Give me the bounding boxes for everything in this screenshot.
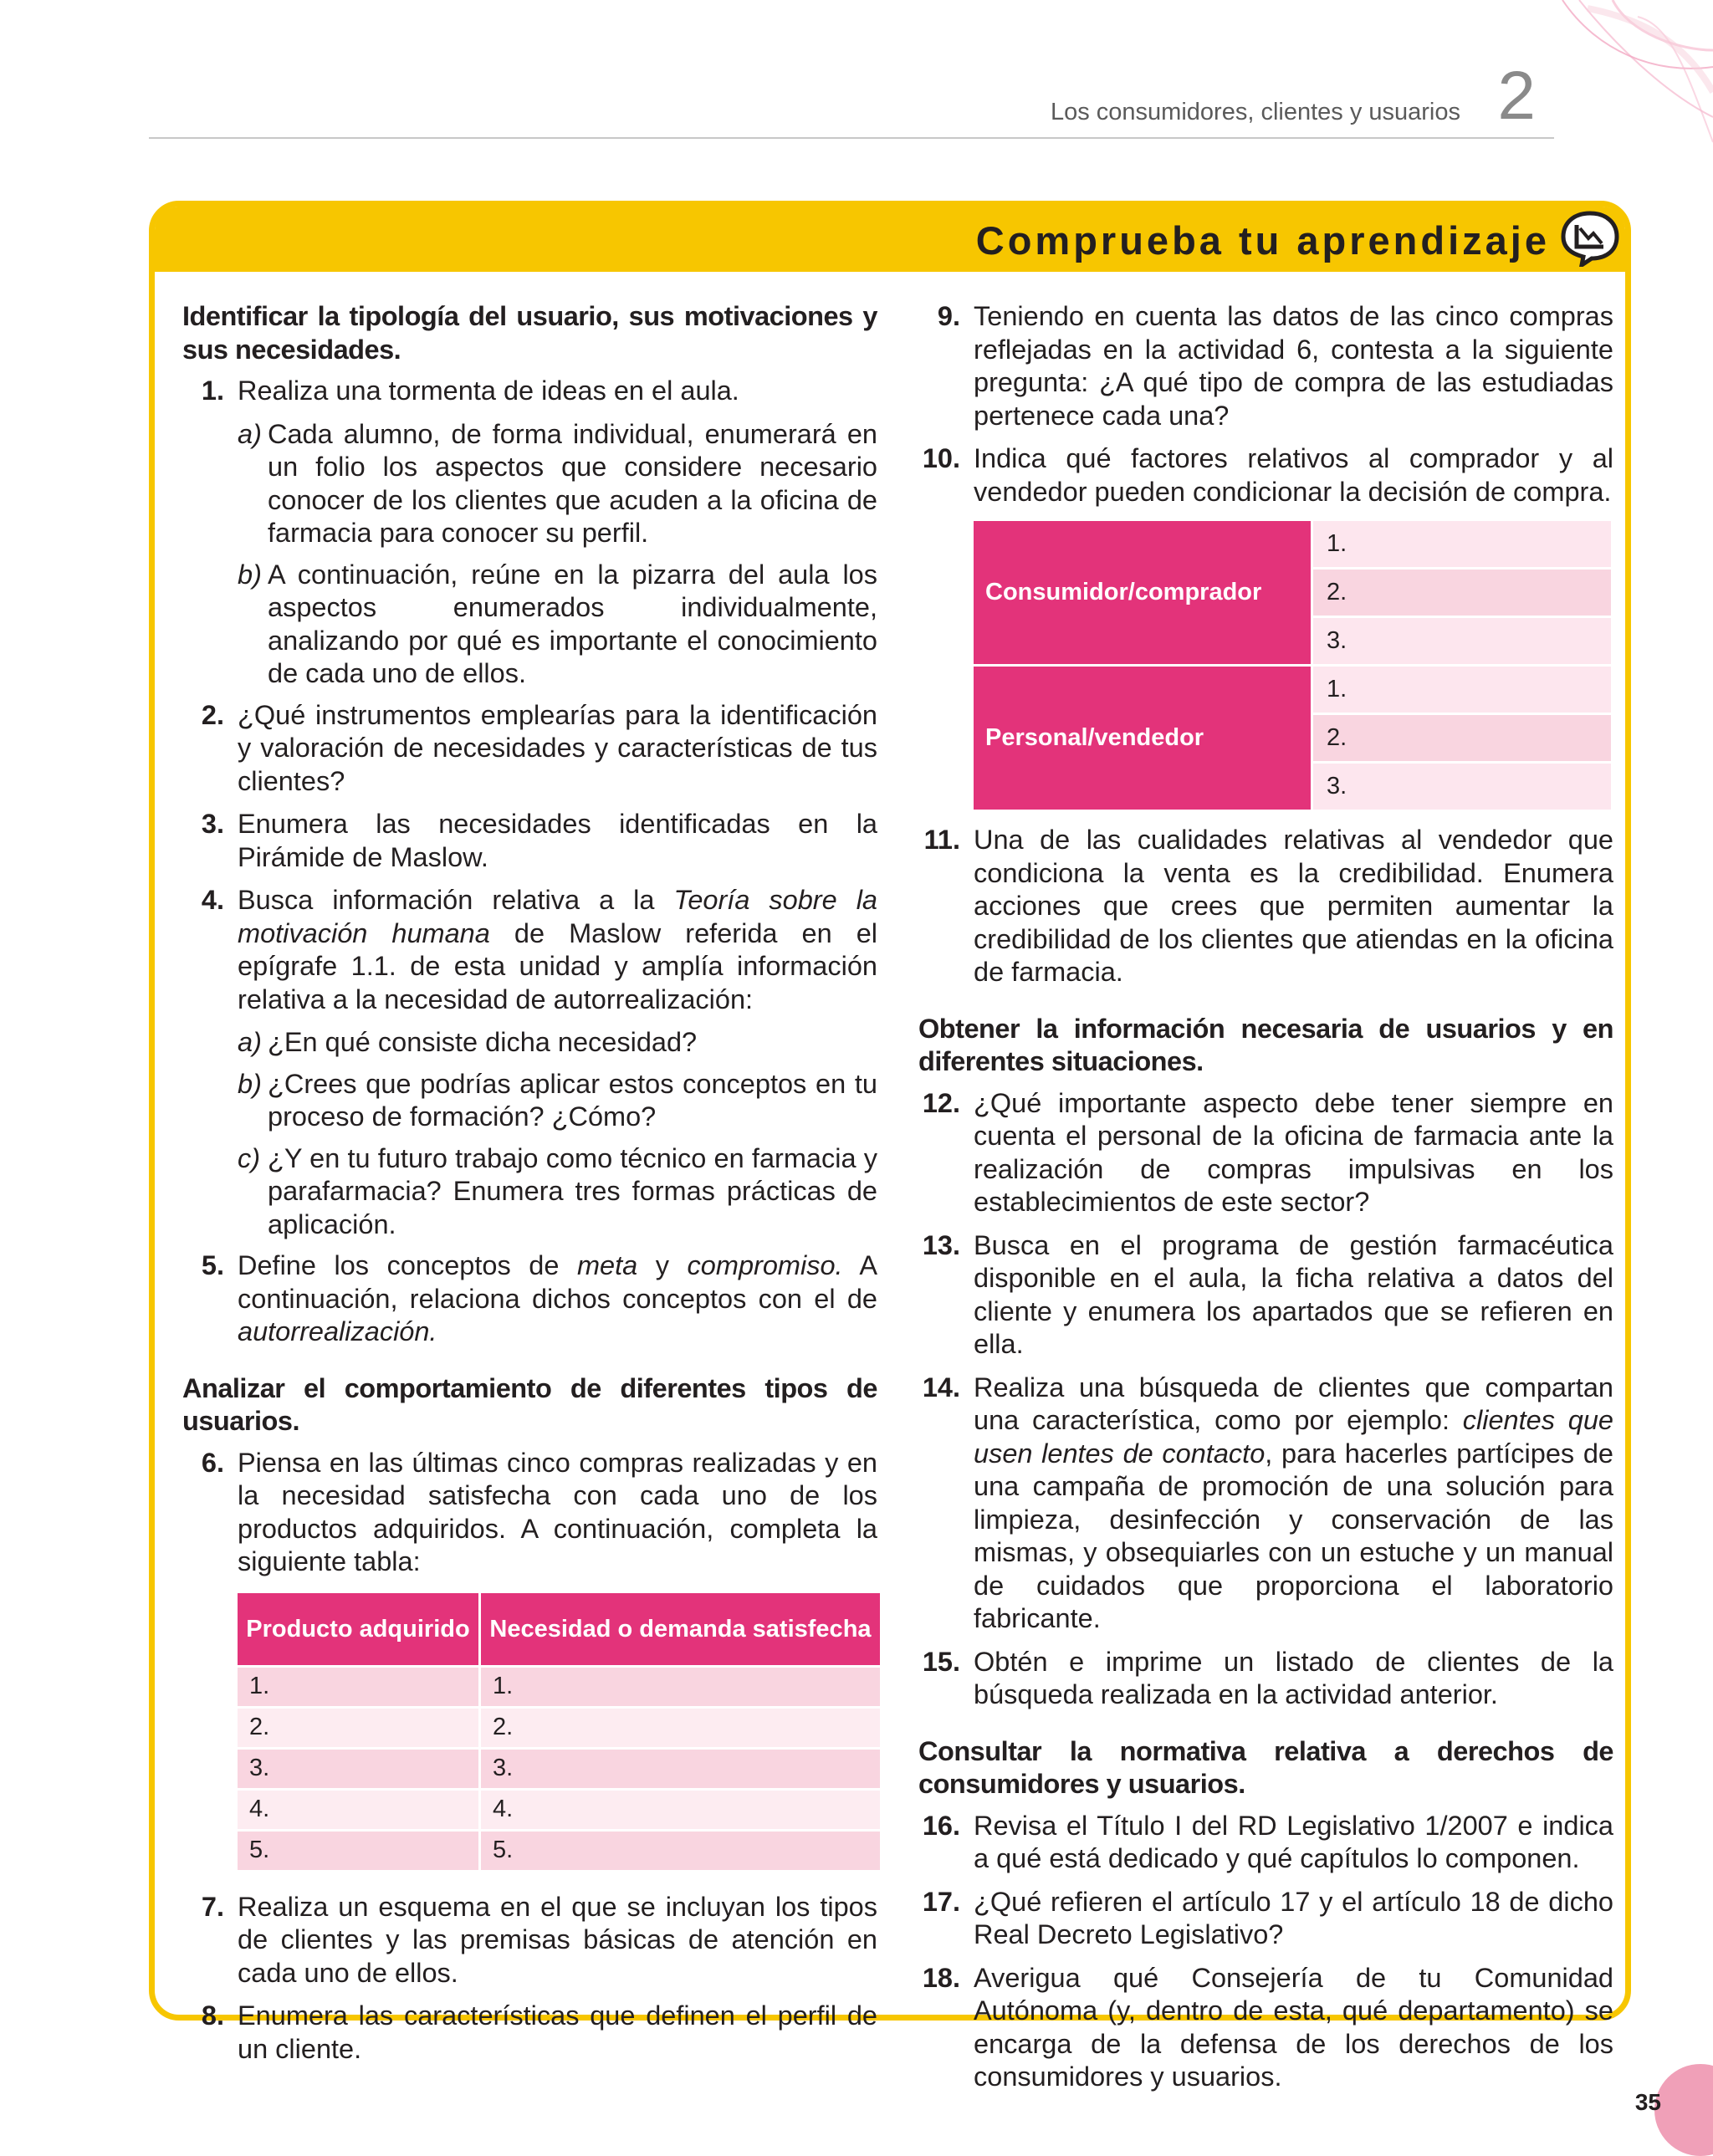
activity-text: Define los conceptos de bbox=[238, 1250, 577, 1280]
table-cell: 5. bbox=[481, 1832, 880, 1870]
sub-letter: c) bbox=[238, 1142, 261, 1173]
box-header bbox=[155, 207, 1625, 272]
section-title: Identificar la tipología del usuario, sus motivaciones y sus necesidades. bbox=[182, 301, 877, 365]
activity-10 bbox=[918, 442, 1613, 508]
activity-number: 4. bbox=[201, 885, 224, 915]
activity-17 bbox=[918, 1886, 1613, 1952]
activity-number: 13. bbox=[922, 1229, 960, 1260]
table-cell: 4. bbox=[481, 1791, 880, 1829]
table-cell: 2. bbox=[238, 1709, 478, 1747]
activity-text: ¿Qué instrumentos emplearías para la identificación y valoración de necesidades y características de tus clientes? bbox=[238, 699, 877, 796]
activity-text: Piensa en las últimas cinco compras realizadas y en la necesidad satisfecha con cada uno de los productos adquiridos. A continuación, completa la siguiente tabla: bbox=[238, 1447, 877, 1576]
activity-number: 17. bbox=[922, 1886, 960, 1917]
table-cell: 3. bbox=[481, 1750, 880, 1788]
activity-13 bbox=[918, 1229, 1613, 1362]
speech-bubble-chart-icon bbox=[1560, 210, 1620, 267]
activity-number: 15. bbox=[922, 1646, 960, 1677]
activity-text: Enumera las necesidades identificadas en la Pirámide de Maslow. bbox=[238, 809, 877, 872]
sub-letter: b) bbox=[238, 559, 262, 590]
activity-text: Averigua qué Consejería de tu Comunidad Autónoma (y, dentro de esta, qué departamento) se encarga de la defensa de los derechos de los consumidores y usuarios. bbox=[974, 1962, 1613, 2092]
activity-emphasis: compromiso. bbox=[687, 1250, 843, 1280]
sub-text: Cada alumno, de forma individual, enumerará en un folio los aspectos que considere necesario conocer de los clientes que acuden a la oficina de farmacia para conocer su perfil. bbox=[268, 418, 877, 548]
table-cell: 4. bbox=[238, 1791, 478, 1829]
activity-number: 5. bbox=[201, 1250, 224, 1280]
box-title: Comprueba tu aprendizaje bbox=[975, 218, 1550, 263]
chapter-number: 2 bbox=[1497, 58, 1536, 134]
activity-4b bbox=[238, 1068, 877, 1134]
table-header: Producto adquirido bbox=[238, 1593, 478, 1665]
table-cell: 1. bbox=[1313, 667, 1611, 713]
activity-11 bbox=[918, 824, 1613, 989]
section-title: Consultar la normativa relativa a derechos de consumidores y usuarios. bbox=[918, 1735, 1613, 1799]
activity-number: 12. bbox=[922, 1087, 960, 1118]
activity-text: , para hacerles partícipes de una campaña de promoción de una solución para limpieza, desinfección y conservación de las mismas, y obsequiarles con un estuche y un manual de cuidados que proporciona el laboratorio fabricante. bbox=[974, 1438, 1613, 1633]
activity-3 bbox=[182, 808, 877, 874]
activity-number: 6. bbox=[201, 1447, 224, 1478]
section-title: Obtener la información necesaria de usuarios y en diferentes situaciones. bbox=[918, 1013, 1613, 1076]
activity-5 bbox=[182, 1249, 877, 1349]
activity-text: Obtén e imprime un listado de clientes de la búsqueda realizada en la actividad anterior. bbox=[974, 1646, 1613, 1709]
section-title: Analizar el comportamiento de diferentes tipos de usuarios. bbox=[182, 1372, 877, 1436]
activity-18 bbox=[918, 1962, 1613, 2094]
activity-number: 11. bbox=[923, 825, 960, 855]
sub-letter: b) bbox=[238, 1068, 262, 1099]
table-row bbox=[974, 667, 1611, 713]
activity-number: 2. bbox=[201, 699, 224, 730]
purchases-table bbox=[235, 1591, 882, 1872]
activity-8 bbox=[182, 2000, 877, 2066]
activity-number: 9. bbox=[937, 301, 960, 331]
table-row bbox=[238, 1668, 880, 1706]
activity-text: Enumera las características que definen el perfil de un cliente. bbox=[238, 2000, 877, 2064]
table-cell: 1. bbox=[481, 1668, 880, 1706]
activity-text: Busca en el programa de gestión farmacéutica disponible en el aula, la ficha relativa a datos del cliente y enumera los apartados que se refieren en ella. bbox=[974, 1229, 1613, 1359]
activity-15 bbox=[918, 1646, 1613, 1712]
table-cell: 2. bbox=[1313, 570, 1611, 616]
table-cell: 2. bbox=[1313, 715, 1611, 761]
activity-number: 18. bbox=[922, 1962, 960, 1993]
sub-text: A continuación, reúne en la pizarra del aula los aspectos enumerados individualmente, analizando por qué es importante el conocimiento de cada uno de ellos. bbox=[268, 559, 877, 688]
activity-text: ¿Qué refieren el artículo 17 y el artículo 18 de dicho Real Decreto Legislativo? bbox=[974, 1886, 1613, 1949]
table-row bbox=[238, 1750, 880, 1788]
table-row bbox=[238, 1832, 880, 1870]
sub-letter: a) bbox=[238, 1027, 262, 1057]
group-header: Personal/vendedor bbox=[974, 667, 1311, 810]
activity-emphasis: autorrealización. bbox=[238, 1316, 437, 1346]
activities-box bbox=[149, 201, 1631, 2092]
group-header: Consumidor/comprador bbox=[974, 521, 1311, 664]
decorative-corner-circle bbox=[1654, 2064, 1713, 2156]
left-column bbox=[182, 300, 877, 2076]
table-header: Necesidad o demanda satisfecha bbox=[481, 1593, 880, 1665]
activity-text: Busca información relativa a la bbox=[238, 885, 674, 915]
activity-text: Una de las cualidades relativas al vendedor que condiciona la venta es la credibilidad. Enumera acciones que crees que permiten aumentar la credibilidad de los clientes que atiendas en la oficina de farmacia. bbox=[974, 825, 1613, 987]
activity-text: Realiza un esquema en el que se incluyan los tipos de clientes y las premisas básicas de atención en cada uno de ellos. bbox=[238, 1891, 877, 1988]
activity-text: Indica qué factores relativos al comprador y al vendedor pueden condicionar la decisión de compra. bbox=[974, 443, 1613, 507]
activity-number: 3. bbox=[201, 809, 224, 839]
table-cell: 3. bbox=[1313, 618, 1611, 664]
activity-4 bbox=[182, 884, 877, 1016]
sub-text: ¿Y en tu futuro trabajo como técnico en farmacia y parafarmacia? Enumera tres formas prácticas de aplicación. bbox=[268, 1142, 877, 1239]
table-row bbox=[238, 1791, 880, 1829]
table-cell: 1. bbox=[1313, 521, 1611, 567]
activity-number: 7. bbox=[201, 1891, 224, 1922]
activity-text: de Maslow referida en el epígrafe 1.1. de esta unidad y amplía información relativa a la necesidad de autorrealización: bbox=[238, 917, 877, 1014]
activity-2 bbox=[182, 699, 877, 799]
table-row bbox=[974, 521, 1611, 567]
sub-letter: a) bbox=[238, 418, 262, 449]
sub-text: ¿En qué consiste dicha necesidad? bbox=[268, 1027, 698, 1057]
activity-16 bbox=[918, 1810, 1613, 1876]
sub-text: ¿Crees que podrías aplicar estos conceptos en tu proceso de formación? ¿Cómo? bbox=[268, 1068, 877, 1132]
activity-text: Realiza una tormenta de ideas en el aula. bbox=[238, 376, 739, 406]
header-rule bbox=[149, 137, 1554, 139]
activity-number: 8. bbox=[201, 2000, 224, 2031]
table-cell: 5. bbox=[238, 1832, 478, 1870]
activity-text: Teniendo en cuenta las datos de las cinco compras reflejadas en la actividad 6, contesta a la siguiente pregunta: ¿A qué tipo de compra de las estudiadas pertenece cada una? bbox=[974, 301, 1613, 431]
activity-text: ¿Qué importante aspecto debe tener siempre en cuenta el personal de la oficina de farmacia ante la realización de compras impulsivas en los establecimientos de este sector? bbox=[974, 1087, 1613, 1217]
activity-text: Realiza una búsqueda de clientes que compartan una característica, como por ejemplo: bbox=[974, 1372, 1613, 1435]
activity-4a bbox=[238, 1026, 877, 1060]
table-cell: 1. bbox=[238, 1668, 478, 1706]
activity-emphasis: Teoría sobre la motivación humana bbox=[238, 885, 877, 948]
page-number: 35 bbox=[1634, 2089, 1661, 2115]
activity-7 bbox=[182, 1891, 877, 1990]
table-header-row bbox=[238, 1593, 880, 1665]
activity-text: Revisa el Título I del RD Legislativo 1/2007 e indica a qué está dedicado y qué capítulos lo componen. bbox=[974, 1810, 1613, 1873]
table-cell: 3. bbox=[238, 1750, 478, 1788]
right-column bbox=[918, 300, 1613, 2104]
activity-emphasis: clientes que usen lentes de contacto bbox=[974, 1405, 1613, 1469]
running-title: Los consumidores, clientes y usuarios bbox=[1050, 99, 1460, 125]
activity-1 bbox=[182, 375, 877, 408]
factors-table bbox=[971, 519, 1613, 812]
activity-1a bbox=[238, 418, 877, 550]
activity-12 bbox=[918, 1087, 1613, 1219]
activity-14 bbox=[918, 1372, 1613, 1636]
activity-number: 10. bbox=[922, 443, 960, 473]
table-row bbox=[238, 1709, 880, 1747]
activity-text: y bbox=[637, 1250, 688, 1280]
activity-number: 14. bbox=[922, 1372, 960, 1402]
activity-text: A continuación, relaciona dichos conceptos con el de bbox=[238, 1250, 877, 1314]
table-cell: 3. bbox=[1313, 764, 1611, 810]
activity-9 bbox=[918, 300, 1613, 432]
table-cell: 2. bbox=[481, 1709, 880, 1747]
activity-number: 1. bbox=[201, 376, 224, 406]
activity-4c bbox=[238, 1142, 877, 1242]
activity-emphasis: meta bbox=[576, 1250, 638, 1280]
activity-1b bbox=[238, 559, 877, 691]
activity-6 bbox=[182, 1447, 877, 1579]
activity-number: 16. bbox=[922, 1810, 960, 1841]
